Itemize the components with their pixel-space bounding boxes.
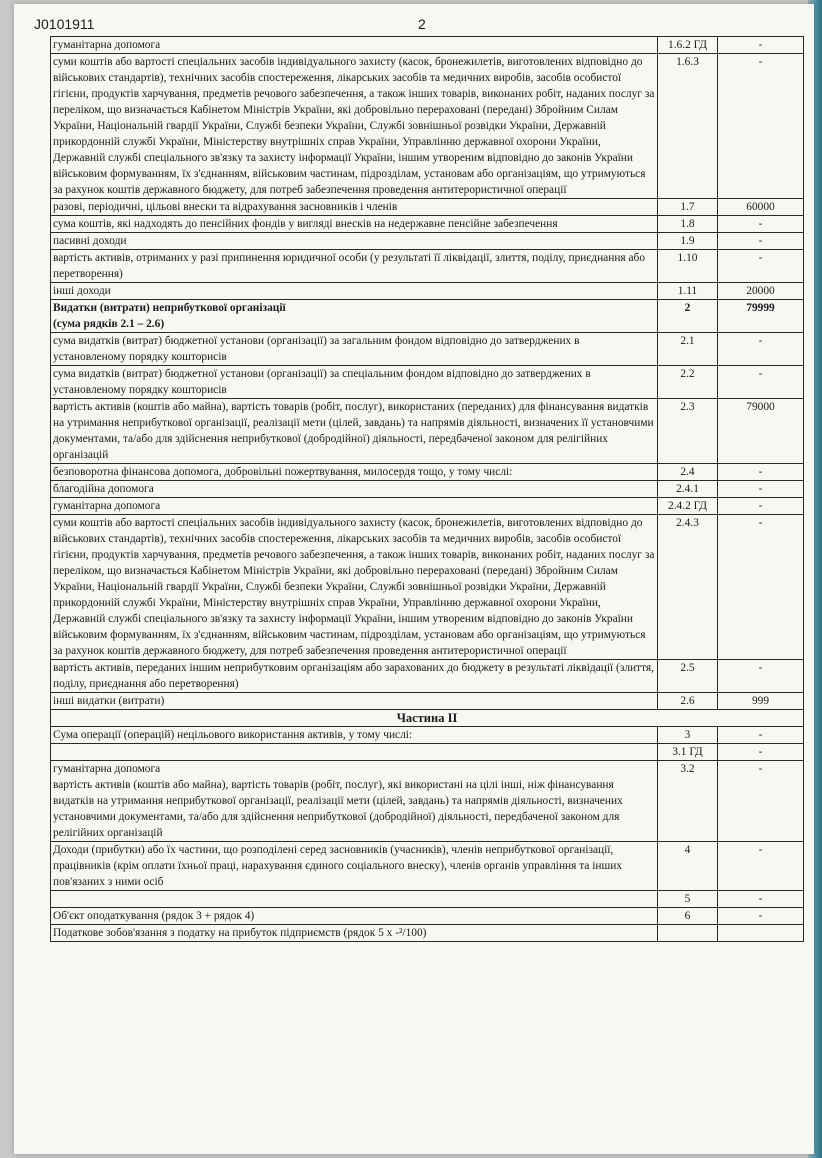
table-row xyxy=(51,37,804,54)
row-description: гуманітарна допомога вартість активів (коштів або майна), вартість товарів (робіт, послуг), які використані на цілі інші, ніж фінансування видатків на утримання неприбуткової організації, реалізації мети (цілей, завдань) та напрямів діяльності, визначених установчими документами, та/або для здійснення неприбуткової (добродійної) діяльності, передбаченої законом для релігійних організацій xyxy=(51,761,658,842)
row-code: 1.7 xyxy=(658,199,718,216)
table-row xyxy=(51,761,804,842)
table-row xyxy=(51,693,804,710)
table-row xyxy=(51,464,804,481)
table-row xyxy=(51,300,804,333)
table-row xyxy=(51,366,804,399)
row-code: 1.9 xyxy=(658,233,718,250)
document-page xyxy=(14,4,814,1154)
row-code: 1.6.2 ГД xyxy=(658,37,718,54)
row-code: 2.5 xyxy=(658,660,718,693)
row-code: 1.10 xyxy=(658,250,718,283)
row-code: 2.4 xyxy=(658,464,718,481)
row-value: 999 xyxy=(718,693,804,710)
row-value: - xyxy=(718,498,804,515)
row-code xyxy=(658,925,718,942)
section-header-row xyxy=(51,710,804,727)
row-description: безповоротна фінансова допомога, добровільні пожертвування, милосердя тощо, у тому числі: xyxy=(51,464,658,481)
table-row xyxy=(51,283,804,300)
row-code: 6 xyxy=(658,908,718,925)
row-description: Видатки (витрати) неприбуткової організації (сума рядків 2.1 – 2.6) xyxy=(51,300,658,333)
row-code: 5 xyxy=(658,891,718,908)
row-value: - xyxy=(718,54,804,199)
row-description: гуманітарна допомога xyxy=(51,498,658,515)
row-value: - xyxy=(718,250,804,283)
table-row xyxy=(51,399,804,464)
row-value: - xyxy=(718,891,804,908)
row-value: - xyxy=(718,464,804,481)
row-description: суми коштів або вартості спеціальних засобів індивідуального захисту (касок, бронежилетів, виготовлених відповідно до військових стандартів), технічних засобів спостереження, лікарських засобів та медичних виробів, засобів особистої гігієни, продуктів харчування, предметів речового забезпечення, а також інших товарів, виконаних робіт, наданих послуг за переліком, що визначається Кабінетом Міністрів України, які добровільно перераховані (передані) Збройним Силам України, Національній гвардії України, Службі безпеки України, Службі зовнішньої розвідки України, Державній прикордонній службі України, Міністерству внутрішніх справ України, Управлінню державної охорони України, Державній службі спеціального зв'язку та захисту інформації України, іншим утвореним відповідно до законів України військовим формуванням, їх з'єднанням, військовим частинам, підрозділам, установам або організаціям, що утримуються за рахунок коштів державного бюджету, для потреб забезпечення проведення антитерористичної операції xyxy=(51,515,658,660)
row-description: пасивні доходи xyxy=(51,233,658,250)
row-value: - xyxy=(718,515,804,660)
row-code: 3.1 ГД xyxy=(658,744,718,761)
row-code: 4 xyxy=(658,842,718,891)
row-code: 1.11 xyxy=(658,283,718,300)
row-value xyxy=(718,925,804,942)
table-row xyxy=(51,842,804,891)
row-value: - xyxy=(718,233,804,250)
table-row xyxy=(51,925,804,942)
row-code: 3 xyxy=(658,727,718,744)
table-row xyxy=(51,199,804,216)
row-code: 2.4.3 xyxy=(658,515,718,660)
table-row xyxy=(51,216,804,233)
table-row xyxy=(51,498,804,515)
row-description: гуманітарна допомога xyxy=(51,37,658,54)
row-value: - xyxy=(718,727,804,744)
row-code: 1.8 xyxy=(658,216,718,233)
section-title: Частина II xyxy=(51,710,804,727)
row-description: вартість активів, переданих іншим неприбутковим організаціям або зарахованих до бюджету в результаті ліквідації (злиття, поділу, приєднання або перетворення) xyxy=(51,660,658,693)
row-code: 2.4.1 xyxy=(658,481,718,498)
row-value: 60000 xyxy=(718,199,804,216)
row-value: 79999 xyxy=(718,300,804,333)
row-value: - xyxy=(718,908,804,925)
row-description: Доходи (прибутки) або їх частини, що розподілені серед засновників (учасників), членів неприбуткової організації, працівників (крім оплати їхньої праці, нарахування єдиного соціального внеску), членів органів управління та інших пов'язаних з ними осіб xyxy=(51,842,658,891)
table-row xyxy=(51,54,804,199)
row-description xyxy=(51,891,658,908)
row-description: інші доходи xyxy=(51,283,658,300)
table-row xyxy=(51,333,804,366)
row-description: сума видатків (витрат) бюджетної установи (організації) за спеціальним фондом відповідно до затверджених в установленому порядку кошторисів xyxy=(51,366,658,399)
table-row xyxy=(51,660,804,693)
row-description: Податкове зобов'язання з податку на прибуток підприємств (рядок 5 х -²/100) xyxy=(51,925,658,942)
table-row xyxy=(51,908,804,925)
table-row xyxy=(51,481,804,498)
row-value: - xyxy=(718,37,804,54)
table-row xyxy=(51,250,804,283)
row-description xyxy=(51,744,658,761)
row-code: 3.2 xyxy=(658,761,718,842)
row-code: 2.3 xyxy=(658,399,718,464)
row-code: 1.6.3 xyxy=(658,54,718,199)
table-row xyxy=(51,891,804,908)
table-row xyxy=(51,515,804,660)
row-description: сума видатків (витрат) бюджетної установи (організації) за загальним фондом відповідно до затверджених в установленому порядку кошторисів xyxy=(51,333,658,366)
row-description: благодійна допомога xyxy=(51,481,658,498)
row-description: Об'єкт оподаткування (рядок 3 + рядок 4) xyxy=(51,908,658,925)
row-value: - xyxy=(718,660,804,693)
row-value: 79000 xyxy=(718,399,804,464)
row-code: 2.2 xyxy=(658,366,718,399)
row-value: - xyxy=(718,366,804,399)
row-description: вартість активів, отриманих у разі припинення юридичної особи (у результаті її ліквідації, злиття, поділу, приєднання або перетворення) xyxy=(51,250,658,283)
row-description: разові, періодичні, цільові внески та відрахування засновників і членів xyxy=(51,199,658,216)
row-code: 2 xyxy=(658,300,718,333)
table-row xyxy=(51,744,804,761)
form-code: J0101911 xyxy=(34,16,95,32)
row-value: - xyxy=(718,216,804,233)
table-row xyxy=(51,727,804,744)
row-code: 2.1 xyxy=(658,333,718,366)
row-description: сума коштів, які надходять до пенсійних фондів у вигляді внесків на недержавне пенсійне забезпечення xyxy=(51,216,658,233)
row-code: 2.4.2 ГД xyxy=(658,498,718,515)
row-value: - xyxy=(718,333,804,366)
row-description: суми коштів або вартості спеціальних засобів індивідуального захисту (касок, бронежилетів, виготовлених відповідно до військових стандартів), технічних засобів спостереження, лікарських засобів та медичних виробів, засобів особистої гігієни, продуктів харчування, предметів речового забезпечення, а також інших товарів, виконаних робіт, наданих послуг за переліком, що визначається Кабінетом Міністрів України, які добровільно перераховані (передані) Збройним Силам України, Національній гвардії України, Службі безпеки України, Службі зовнішньої розвідки України, Державній прикордонній службі України, Міністерству внутрішніх справ України, Управлінню державної охорони України, Державній службі спеціального зв'язку та захисту інформації України, іншим утвореним відповідно до законів України військовим формуванням, їх з'єднанням, військовим частинам, підрозділам, установам або організаціям, що утримуються за рахунок коштів державного бюджету, для потреб забезпечення проведення антитерористичної операції xyxy=(51,54,658,199)
row-value: - xyxy=(718,744,804,761)
declaration-table xyxy=(50,36,804,942)
row-value: 20000 xyxy=(718,283,804,300)
row-description: вартість активів (коштів або майна), вартість товарів (робіт, послуг), використаних (переданих) для фінансування видатків на утримання неприбуткової організації, реалізації мети (цілей, завдань) та напрямів діяльності, визначених її установчими документами, та/або для здійснення неприбуткової (добродійної) діяльності, передбаченої законом для релігійних організацій xyxy=(51,399,658,464)
row-code: 2.6 xyxy=(658,693,718,710)
table-row xyxy=(51,233,804,250)
row-description: Сума операції (операцій) нецільового використання активів, у тому числі: xyxy=(51,727,658,744)
page-number: 2 xyxy=(418,16,426,32)
row-description: інші видатки (витрати) xyxy=(51,693,658,710)
row-value: - xyxy=(718,481,804,498)
row-value: - xyxy=(718,761,804,842)
row-value: - xyxy=(718,842,804,891)
